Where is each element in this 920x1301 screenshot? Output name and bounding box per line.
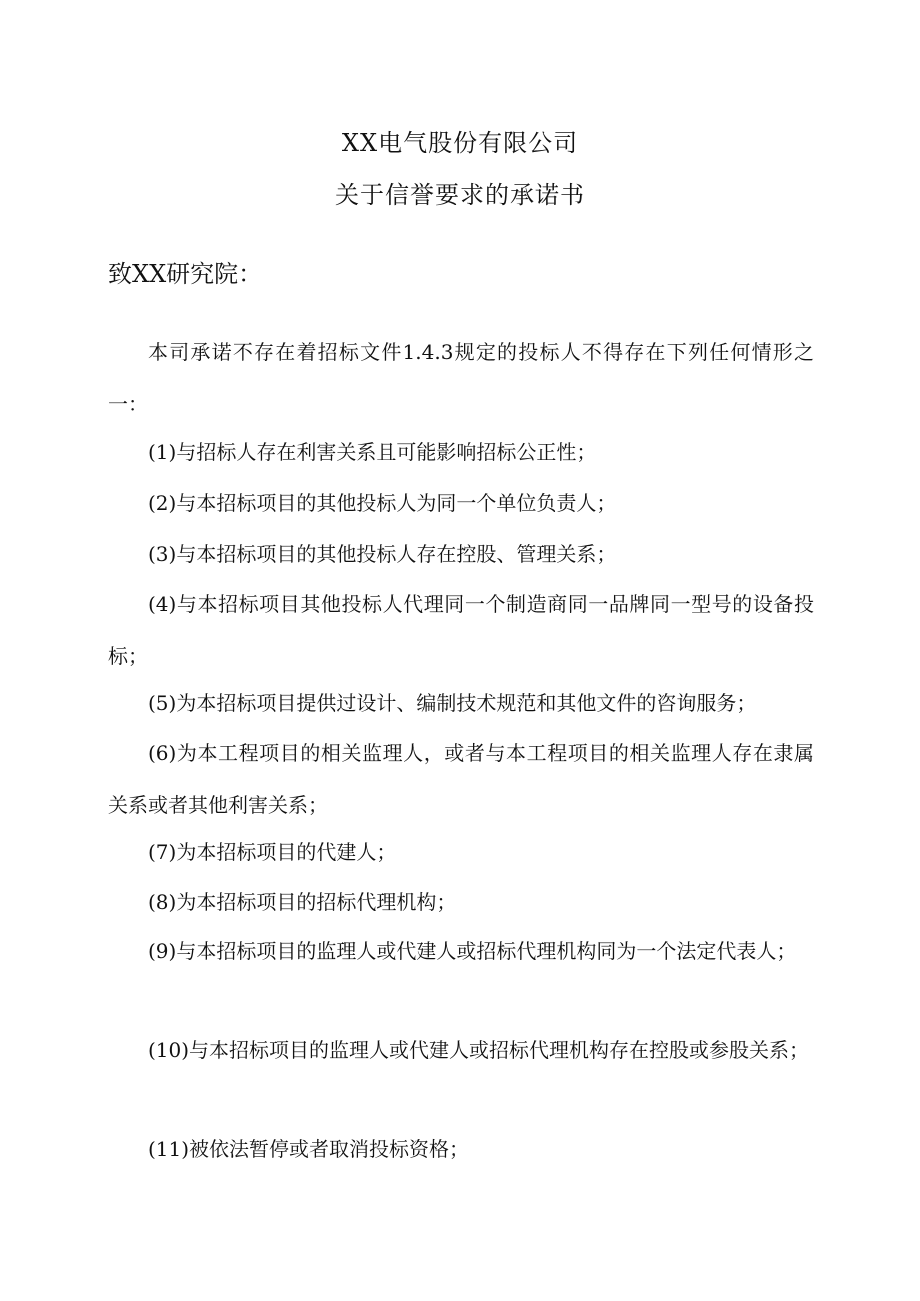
company-name: XX电气股份有限公司 xyxy=(341,129,579,157)
intro-paragraph: 本司承诺不存在着招标文件1.4.3规定的投标人不得存在下列任何情形之一： xyxy=(108,340,814,416)
list-item-10: (10)与本招标项目的监理人或代建人或招标代理机构存在控股或参股关系； xyxy=(148,1038,810,1062)
list-item-9: (9)与本招标项目的监理人或代建人或招标代理机构同为一个法定代表人； xyxy=(148,939,797,963)
list-item-11: (11)被依法暂停或者取消投标资格； xyxy=(148,1137,470,1161)
list-item-7: (7)为本招标项目的代建人； xyxy=(148,840,397,864)
list-item-2: (2)与本招标项目的其他投标人为同一个单位负责人； xyxy=(148,491,617,515)
list-item-8: (8)为本招标项目的招标代理机构； xyxy=(148,890,457,914)
list-item-4: (4)与本招标项目其他投标人代理同一个制造商同一品牌同一型号的设备投标； xyxy=(108,592,814,668)
salutation: 致XX研究院： xyxy=(108,260,263,288)
list-item-6: (6)为本工程项目的相关监理人，或者与本工程项目的相关监理人存在隶属关系或者其他利害关系； xyxy=(108,741,814,817)
document-title: 关于信誉要求的承诺书 xyxy=(335,181,585,209)
list-item-1: (1)与招标人存在利害关系且可能影响招标公正性； xyxy=(148,440,597,464)
list-item-5: (5)为本招标项目提供过设计、编制技术规范和其他文件的咨询服务； xyxy=(148,691,757,715)
list-item-3: (3)与本招标项目的其他投标人存在控股、管理关系； xyxy=(148,542,617,566)
